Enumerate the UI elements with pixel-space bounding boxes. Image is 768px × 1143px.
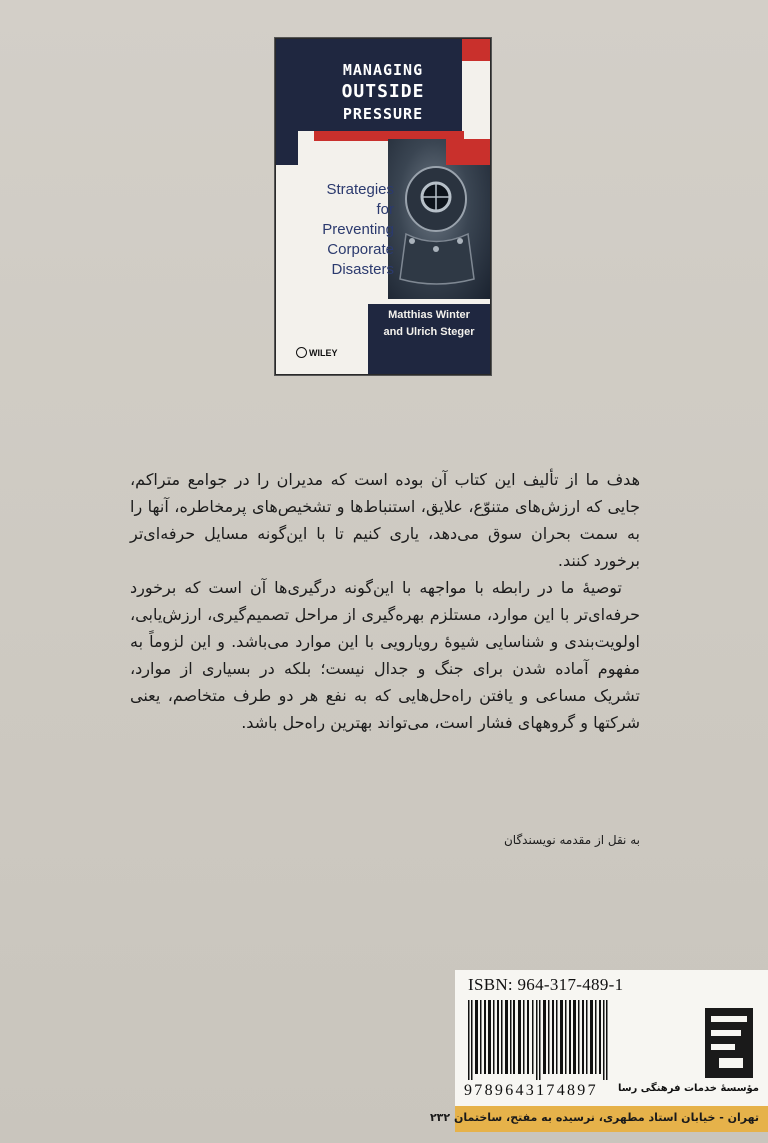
cover-navy-band	[276, 39, 490, 55]
publisher-address: تهران - خیابان استاد مطهری، نرسیده به مفتح، ساختمان ۲۳۲	[429, 1111, 759, 1124]
wiley-logo	[296, 347, 338, 358]
isbn-label: ISBN: 964-317-489-1	[468, 975, 624, 994]
cover-author-line1: Matthias Winter	[388, 309, 470, 321]
cover-title-line2: OUTSIDE	[341, 81, 425, 102]
cover-red-accent	[462, 39, 490, 61]
wiley-mark-icon	[296, 347, 307, 358]
description-paragraph-1: هدف ما از تألیف این کتاب آن بوده است که مدیران را در جوامع متراکم، جایی که ارزش‌های متنوّع، علایق، استنباط‌ها و تشخیص‌های پرمخاطره، آنها را به سمت بحران سوق می‌دهد، یاری کنیم تا با این‌گونه مسایل حرفه‌ای‌تر برخورد کنند.	[130, 470, 640, 570]
cover-navy-left-band	[276, 39, 298, 165]
front-cover-thumbnail	[275, 38, 491, 375]
publisher-name: مؤسسهٔ خدمات فرهنگی رسا	[617, 1083, 759, 1094]
cover-title	[298, 59, 468, 125]
cover-red-block	[446, 139, 490, 165]
cover-authors	[368, 304, 490, 346]
cover-author-line2: and Ulrich Steger	[383, 326, 475, 338]
cover-title-line1: MANAGING	[342, 61, 424, 79]
book-description	[130, 466, 640, 736]
cover-subtitle-line: Preventing	[322, 221, 394, 238]
publisher-logo-icon	[705, 1008, 753, 1078]
cover-subtitle	[275, 180, 394, 280]
description-paragraph-2: توصیهٔ ما در رابطه با مواجهه با این‌گونه درگیری‌ها آن است که برخورد حرفه‌ای‌تر با این موارد، مستلزم بهره‌گیری از مراحل تصمیم‌گیری، ارزش‌یابی، اولویت‌بندی و شناسایی شیوهٔ رویارویی با این موارد می‌باشد. و این لزوماً به مفهوم آماده شدن برای جنگ و جدال نیست؛ بلکه در بسیاری از موارد، تشریک مساعی و یافتن راه‌حل‌هایی که به نفع هر دو طرف متخاصم، یعنی شرکتها و گروههای فشار است، می‌تواند بهترین راه‌حل باشد.	[130, 578, 640, 732]
wiley-label: WILEY	[309, 348, 338, 358]
cover-subtitle-line: Disasters	[331, 261, 394, 278]
barcode-icon	[466, 1000, 616, 1080]
quote-source: به نقل از مقدمه نویسندگان	[503, 833, 640, 847]
cover-subtitle-line: Strategies	[326, 181, 394, 198]
cover-subtitle-line: Corporate	[327, 241, 394, 258]
cover-navy-bottom	[368, 346, 490, 374]
cover-title-line3: PRESSURE	[342, 105, 424, 123]
barcode-digits: 9789643174897	[464, 1082, 598, 1099]
cover-subtitle-line: for	[376, 201, 394, 218]
